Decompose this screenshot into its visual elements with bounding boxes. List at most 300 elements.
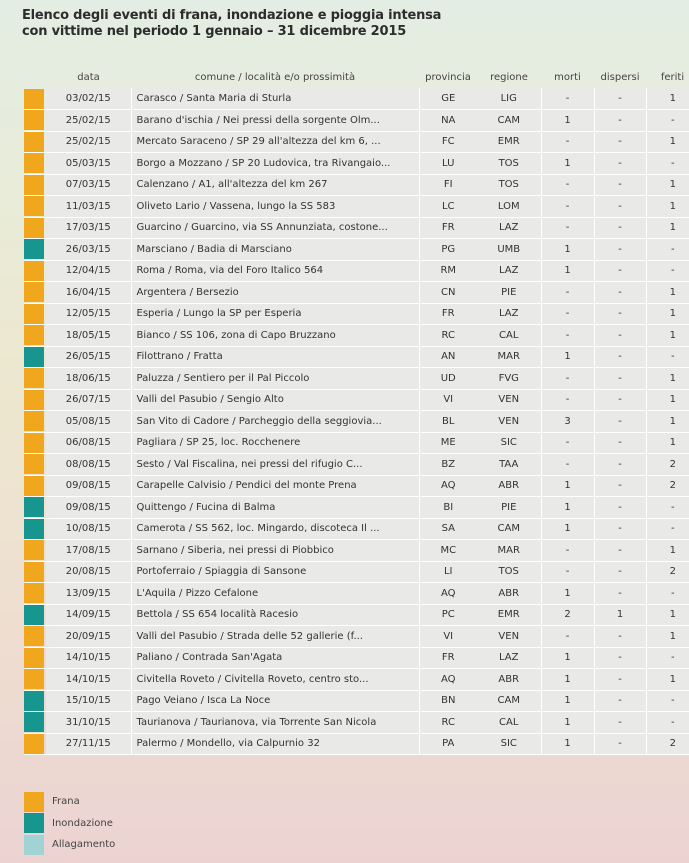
injured-cell: 1	[646, 131, 689, 153]
missing-cell: -	[594, 411, 646, 433]
event-type-cell	[24, 669, 46, 691]
province-cell: BZ	[419, 454, 477, 476]
table-body	[24, 88, 689, 755]
event-type-cell	[24, 303, 46, 325]
event-type-cell	[24, 239, 46, 261]
deaths-cell: -	[541, 368, 594, 390]
legend-item-inondazione	[24, 813, 115, 835]
legend-label: Frana	[52, 796, 80, 808]
location-cell: Palermo / Mondello, via Calpurnio 32	[131, 733, 419, 755]
injured-cell: -	[646, 153, 689, 175]
date-cell: 26/07/15	[46, 389, 131, 411]
event-type-swatch	[24, 562, 44, 582]
table-row	[24, 346, 689, 368]
province-cell: VI	[419, 626, 477, 648]
injured-cell: -	[646, 647, 689, 669]
deaths-cell: -	[541, 217, 594, 239]
event-type-swatch	[24, 669, 44, 689]
region-cell: CAL	[477, 712, 541, 734]
table-row	[24, 432, 689, 454]
table-row	[24, 475, 689, 497]
location-cell: Sesto / Val Fiscalina, nei pressi del rifugio C...	[131, 454, 419, 476]
date-cell: 09/08/15	[46, 497, 131, 519]
table-row	[24, 217, 689, 239]
deaths-cell: 1	[541, 110, 594, 132]
event-type-swatch	[24, 196, 44, 216]
injured-cell: 2	[646, 475, 689, 497]
missing-cell: -	[594, 454, 646, 476]
missing-cell: -	[594, 260, 646, 282]
injured-cell: 1	[646, 196, 689, 218]
missing-cell: -	[594, 583, 646, 605]
province-cell: ME	[419, 432, 477, 454]
missing-cell: -	[594, 217, 646, 239]
missing-cell: -	[594, 540, 646, 562]
location-cell: Calenzano / A1, all'altezza del km 267	[131, 174, 419, 196]
location-cell: Bianco / SS 106, zona di Capo Bruzzano	[131, 325, 419, 347]
location-cell: Roma / Roma, via del Foro Italico 564	[131, 260, 419, 282]
missing-cell: -	[594, 733, 646, 755]
province-cell: NA	[419, 110, 477, 132]
injured-cell: -	[646, 260, 689, 282]
province-cell: GE	[419, 88, 477, 110]
header-feriti: feriti	[660, 71, 685, 83]
event-type-swatch	[24, 218, 44, 238]
location-cell: L'Aquila / Pizzo Cefalone	[131, 583, 419, 605]
province-cell: FC	[419, 131, 477, 153]
region-cell: TOS	[477, 174, 541, 196]
table-row	[24, 518, 689, 540]
missing-cell: -	[594, 368, 646, 390]
province-cell: CN	[419, 282, 477, 304]
injured-cell: 2	[646, 561, 689, 583]
location-cell: Marsciano / Badia di Marsciano	[131, 239, 419, 261]
event-type-cell	[24, 196, 46, 218]
region-cell: TAA	[477, 454, 541, 476]
table-row	[24, 647, 689, 669]
table-row	[24, 110, 689, 132]
region-cell: EMR	[477, 131, 541, 153]
date-cell: 25/02/15	[46, 131, 131, 153]
location-cell: Taurianova / Taurianova, via Torrente San Nicola	[131, 712, 419, 734]
missing-cell: -	[594, 153, 646, 175]
legend	[24, 791, 115, 856]
region-cell: EMR	[477, 604, 541, 626]
deaths-cell: -	[541, 131, 594, 153]
event-type-cell	[24, 626, 46, 648]
event-type-cell	[24, 346, 46, 368]
table-row	[24, 368, 689, 390]
event-type-swatch	[24, 540, 44, 560]
date-cell: 09/08/15	[46, 475, 131, 497]
injured-cell: 1	[646, 604, 689, 626]
province-cell: PA	[419, 733, 477, 755]
event-type-cell	[24, 604, 46, 626]
injured-cell: 1	[646, 368, 689, 390]
missing-cell: -	[594, 647, 646, 669]
page-title	[22, 8, 662, 40]
province-cell: AQ	[419, 669, 477, 691]
event-type-swatch	[24, 282, 44, 302]
region-cell: TOS	[477, 561, 541, 583]
province-cell: RC	[419, 712, 477, 734]
deaths-cell: 2	[541, 604, 594, 626]
header-comune: comune / località e/o prossimità	[194, 71, 356, 83]
province-cell: RC	[419, 325, 477, 347]
missing-cell: -	[594, 518, 646, 540]
deaths-cell: 1	[541, 153, 594, 175]
injured-cell: -	[646, 346, 689, 368]
table-row	[24, 153, 689, 175]
injured-cell: 1	[646, 88, 689, 110]
table-row	[24, 389, 689, 411]
region-cell: VEN	[477, 626, 541, 648]
deaths-cell: -	[541, 540, 594, 562]
deaths-cell: 1	[541, 518, 594, 540]
injured-cell: -	[646, 712, 689, 734]
table-row	[24, 131, 689, 153]
province-cell: AN	[419, 346, 477, 368]
date-cell: 18/05/15	[46, 325, 131, 347]
event-type-swatch	[24, 390, 44, 410]
event-type-swatch	[24, 648, 44, 668]
table-row	[24, 282, 689, 304]
event-type-swatch	[24, 110, 44, 130]
location-cell: Pago Veiano / Isca La Noce	[131, 690, 419, 712]
date-cell: 20/09/15	[46, 626, 131, 648]
deaths-cell: -	[541, 626, 594, 648]
event-type-cell	[24, 131, 46, 153]
table-row	[24, 174, 689, 196]
deaths-cell: -	[541, 432, 594, 454]
injured-cell: -	[646, 690, 689, 712]
table-row	[24, 669, 689, 691]
location-cell: Portoferraio / Spiaggia di Sansone	[131, 561, 419, 583]
date-cell: 12/05/15	[46, 303, 131, 325]
event-type-swatch	[24, 239, 44, 259]
date-cell: 17/03/15	[46, 217, 131, 239]
legend-label: Allagamento	[52, 839, 116, 851]
table-row	[24, 626, 689, 648]
deaths-cell: 1	[541, 583, 594, 605]
date-cell: 07/03/15	[46, 174, 131, 196]
region-cell: UMB	[477, 239, 541, 261]
event-type-swatch	[24, 304, 44, 324]
injured-cell: 1	[646, 389, 689, 411]
injured-cell: 1	[646, 217, 689, 239]
legend-swatch	[24, 792, 44, 812]
deaths-cell: -	[541, 196, 594, 218]
event-type-cell	[24, 712, 46, 734]
province-cell: VI	[419, 389, 477, 411]
missing-cell: -	[594, 110, 646, 132]
title-line-1: Elenco degli eventi di frana, inondazione e pioggia intensa	[22, 8, 442, 23]
event-type-swatch	[24, 368, 44, 388]
date-cell: 08/08/15	[46, 454, 131, 476]
table-row	[24, 239, 689, 261]
deaths-cell: 1	[541, 475, 594, 497]
location-cell: Borgo a Mozzano / SP 20 Ludovica, tra Rivangaio...	[131, 153, 419, 175]
header-type	[24, 66, 46, 88]
event-type-cell	[24, 110, 46, 132]
region-cell: SIC	[477, 432, 541, 454]
date-cell: 10/08/15	[46, 518, 131, 540]
missing-cell: -	[594, 432, 646, 454]
region-cell: FVG	[477, 368, 541, 390]
event-type-cell	[24, 411, 46, 433]
province-cell: FR	[419, 303, 477, 325]
region-cell: LOM	[477, 196, 541, 218]
missing-cell: -	[594, 475, 646, 497]
event-type-swatch	[24, 626, 44, 646]
deaths-cell: -	[541, 389, 594, 411]
location-cell: Valli del Pasubio / Strada delle 52 gallerie (f...	[131, 626, 419, 648]
event-type-swatch	[24, 583, 44, 603]
event-type-swatch	[24, 347, 44, 367]
missing-cell: -	[594, 712, 646, 734]
deaths-cell: 1	[541, 712, 594, 734]
event-type-swatch	[24, 261, 44, 281]
region-cell: LAZ	[477, 260, 541, 282]
date-cell: 03/02/15	[46, 88, 131, 110]
region-cell: SIC	[477, 733, 541, 755]
region-cell: LAZ	[477, 217, 541, 239]
event-type-cell	[24, 690, 46, 712]
region-cell: CAM	[477, 518, 541, 540]
injured-cell: 1	[646, 174, 689, 196]
missing-cell: -	[594, 561, 646, 583]
province-cell: AQ	[419, 583, 477, 605]
injured-cell: 1	[646, 411, 689, 433]
region-cell: LAZ	[477, 303, 541, 325]
header-provincia: provincia	[425, 71, 471, 83]
title-line-2: con vittime nel periodo 1 gennaio – 31 dicembre 2015	[22, 24, 407, 39]
legend-swatch	[24, 813, 44, 833]
header-dispersi: dispersi	[600, 71, 640, 83]
deaths-cell: 1	[541, 690, 594, 712]
date-cell: 15/10/15	[46, 690, 131, 712]
event-type-swatch	[24, 691, 44, 711]
event-type-cell	[24, 432, 46, 454]
date-cell: 14/10/15	[46, 669, 131, 691]
injured-cell: -	[646, 583, 689, 605]
location-cell: Esperia / Lungo la SP per Esperia	[131, 303, 419, 325]
event-type-swatch	[24, 519, 44, 539]
event-type-cell	[24, 389, 46, 411]
missing-cell: -	[594, 690, 646, 712]
event-type-swatch	[24, 454, 44, 474]
province-cell: BI	[419, 497, 477, 519]
table-row	[24, 712, 689, 734]
event-type-swatch	[24, 132, 44, 152]
province-cell: PC	[419, 604, 477, 626]
date-cell: 05/08/15	[46, 411, 131, 433]
location-cell: Paliano / Contrada San'Agata	[131, 647, 419, 669]
location-cell: Argentera / Bersezio	[131, 282, 419, 304]
location-cell: Valli del Pasubio / Sengio Alto	[131, 389, 419, 411]
province-cell: LI	[419, 561, 477, 583]
injured-cell: 1	[646, 540, 689, 562]
date-cell: 20/08/15	[46, 561, 131, 583]
location-cell: Oliveto Lario / Vassena, lungo la SS 583	[131, 196, 419, 218]
date-cell: 31/10/15	[46, 712, 131, 734]
deaths-cell: -	[541, 561, 594, 583]
date-cell: 25/02/15	[46, 110, 131, 132]
region-cell: CAM	[477, 690, 541, 712]
event-type-swatch	[24, 712, 44, 732]
missing-cell: 1	[594, 604, 646, 626]
location-cell: Guarcino / Guarcino, via SS Annunziata, costone...	[131, 217, 419, 239]
deaths-cell: 1	[541, 239, 594, 261]
region-cell: VEN	[477, 389, 541, 411]
province-cell: MC	[419, 540, 477, 562]
table-row	[24, 604, 689, 626]
table-header	[24, 66, 689, 88]
event-type-cell	[24, 561, 46, 583]
region-cell: LIG	[477, 88, 541, 110]
table-row	[24, 325, 689, 347]
region-cell: MAR	[477, 540, 541, 562]
province-cell: BN	[419, 690, 477, 712]
location-cell: Barano d'ischia / Nei pressi della sorgente Olm...	[131, 110, 419, 132]
location-cell: Carasco / Santa Maria di Sturla	[131, 88, 419, 110]
missing-cell: -	[594, 282, 646, 304]
deaths-cell: -	[541, 88, 594, 110]
deaths-cell: -	[541, 325, 594, 347]
event-type-cell	[24, 647, 46, 669]
date-cell: 14/09/15	[46, 604, 131, 626]
region-cell: PIE	[477, 282, 541, 304]
region-cell: TOS	[477, 153, 541, 175]
deaths-cell: 3	[541, 411, 594, 433]
missing-cell: -	[594, 303, 646, 325]
missing-cell: -	[594, 626, 646, 648]
date-cell: 14/10/15	[46, 647, 131, 669]
event-type-swatch	[24, 153, 44, 173]
province-cell: AQ	[419, 475, 477, 497]
event-type-cell	[24, 583, 46, 605]
event-type-cell	[24, 368, 46, 390]
legend-swatch	[24, 835, 44, 855]
event-type-swatch	[24, 734, 44, 754]
event-type-cell	[24, 260, 46, 282]
missing-cell: -	[594, 346, 646, 368]
missing-cell: -	[594, 325, 646, 347]
location-cell: Mercato Saraceno / SP 29 all'altezza del km 6, ...	[131, 131, 419, 153]
region-cell: PIE	[477, 497, 541, 519]
missing-cell: -	[594, 196, 646, 218]
deaths-cell: -	[541, 174, 594, 196]
injured-cell: -	[646, 110, 689, 132]
event-type-swatch	[24, 497, 44, 517]
location-cell: Pagliara / SP 25, loc. Rocchenere	[131, 432, 419, 454]
event-type-swatch	[24, 89, 44, 109]
date-cell: 17/08/15	[46, 540, 131, 562]
event-type-cell	[24, 454, 46, 476]
event-type-cell	[24, 497, 46, 519]
location-cell: San Vito di Cadore / Parcheggio della seggiovia...	[131, 411, 419, 433]
event-type-cell	[24, 518, 46, 540]
location-cell: Camerota / SS 562, loc. Mingardo, discoteca Il ...	[131, 518, 419, 540]
injured-cell: 2	[646, 733, 689, 755]
deaths-cell: 1	[541, 647, 594, 669]
events-table	[24, 66, 689, 755]
missing-cell: -	[594, 131, 646, 153]
province-cell: BL	[419, 411, 477, 433]
province-cell: RM	[419, 260, 477, 282]
date-cell: 11/03/15	[46, 196, 131, 218]
region-cell: CAM	[477, 110, 541, 132]
date-cell: 13/09/15	[46, 583, 131, 605]
injured-cell: 1	[646, 432, 689, 454]
event-type-cell	[24, 174, 46, 196]
province-cell: LC	[419, 196, 477, 218]
location-cell: Filottrano / Fratta	[131, 346, 419, 368]
injured-cell: 1	[646, 669, 689, 691]
injured-cell: 1	[646, 626, 689, 648]
region-cell: ABR	[477, 583, 541, 605]
event-type-cell	[24, 325, 46, 347]
event-type-cell	[24, 475, 46, 497]
table-row	[24, 733, 689, 755]
table-row	[24, 411, 689, 433]
date-cell: 16/04/15	[46, 282, 131, 304]
date-cell: 26/03/15	[46, 239, 131, 261]
table-row	[24, 196, 689, 218]
province-cell: FR	[419, 217, 477, 239]
missing-cell: -	[594, 88, 646, 110]
province-cell: UD	[419, 368, 477, 390]
missing-cell: -	[594, 239, 646, 261]
table-row	[24, 454, 689, 476]
injured-cell: -	[646, 239, 689, 261]
region-cell: ABR	[477, 669, 541, 691]
table-row	[24, 497, 689, 519]
injured-cell: 1	[646, 303, 689, 325]
missing-cell: -	[594, 174, 646, 196]
date-cell: 27/11/15	[46, 733, 131, 755]
date-cell: 06/08/15	[46, 432, 131, 454]
injured-cell: -	[646, 518, 689, 540]
event-type-cell	[24, 88, 46, 110]
province-cell: FR	[419, 647, 477, 669]
region-cell: ABR	[477, 475, 541, 497]
location-cell: Sarnano / Siberia, nei pressi di Piobbico	[131, 540, 419, 562]
table-row	[24, 260, 689, 282]
table-row	[24, 303, 689, 325]
deaths-cell: 1	[541, 733, 594, 755]
date-cell: 05/03/15	[46, 153, 131, 175]
region-cell: VEN	[477, 411, 541, 433]
location-cell: Bettola / SS 654 località Racesio	[131, 604, 419, 626]
location-cell: Carapelle Calvisio / Pendici del monte Prena	[131, 475, 419, 497]
event-type-swatch	[24, 476, 44, 496]
event-type-swatch	[24, 411, 44, 431]
event-type-cell	[24, 540, 46, 562]
date-cell: 18/06/15	[46, 368, 131, 390]
event-type-cell	[24, 217, 46, 239]
missing-cell: -	[594, 669, 646, 691]
header-morti: morti	[554, 71, 581, 83]
table-row	[24, 690, 689, 712]
province-cell: LU	[419, 153, 477, 175]
table-row	[24, 583, 689, 605]
deaths-cell: -	[541, 282, 594, 304]
injured-cell: 1	[646, 325, 689, 347]
legend-item-frana	[24, 791, 115, 813]
region-cell: CAL	[477, 325, 541, 347]
deaths-cell: -	[541, 454, 594, 476]
